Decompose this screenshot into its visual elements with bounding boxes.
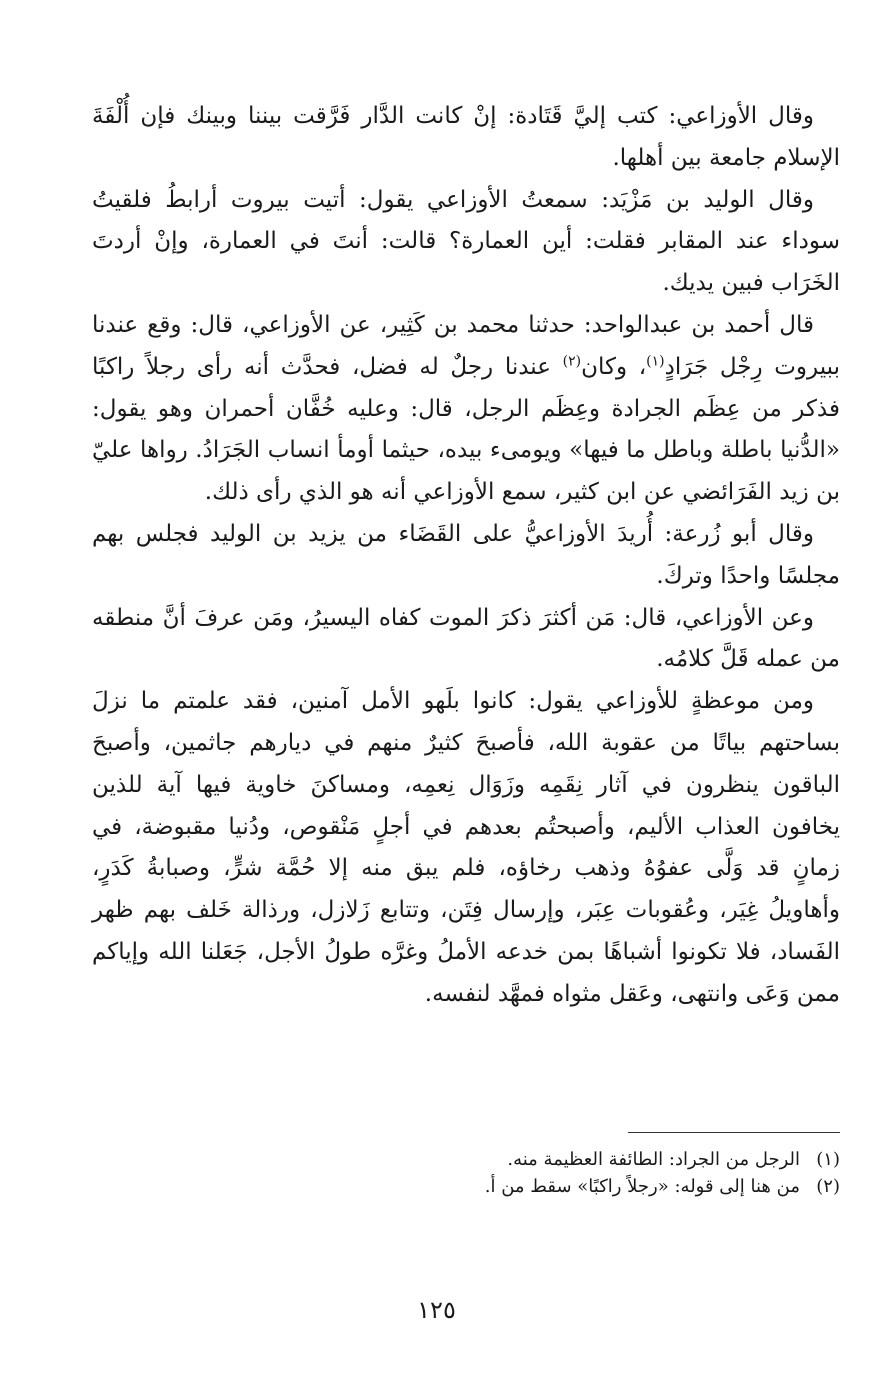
footnote-number: (٢) xyxy=(816,1176,840,1197)
paragraph-sermon: ومن موعظةٍ للأوزاعي يقول: كانوا بلَهو الأمل آمنين، فقد علمتم ما نزلَ بساحتهم بياتًا من عقوبة الله، فأصبحَ كثيرٌ منهم في ديارهم جاثمين، وأصبحَ الباقون ينظرون في آثار نِقَمِه وزَوَال نِعمِه، ومساكنَ خاوية فيها آية للذين يخافون العذاب الأليم، وأصبحتُم بعدهم في أجلٍ مَنْقوص، ودُنيا مقبوضة، في زمانٍ قد وَلَّى عفوُهُ وذهب رخاؤه، فلم يبق منه إلا حُمَّة شرٍّ، وصبابةُ كَدَرٍ، وأهاويلُ غِيَر، وعُقوبات عِبَر، وإرسال فِتَن، وتتابع زَلازل، ورذالة خَلف بهم ظهر الفَساد، فلا تكونوا أشباهًا بمن خدعه الأملُ وغرَّه طولُ الأجل، جَعَلنا الله وإياكم ممن وَعَى وانتهى، وعَقل مثواه فمهَّد لنفسه. xyxy=(92,688,840,1007)
paragraph-qatada: وقال الأوزاعي: كتب إليَّ قَتَادة: إنْ كانت الدَّار فَرَّقت بيننا وبينك فإن أُلْفَةَ الإسلام جامعة بين أهلها. xyxy=(92,103,840,171)
paragraph-abu-zura: وقال أبو زُرعة: أُريدَ الأوزاعيُّ على القَضَاء من يزيد بن الوليد فجلس بهم مجلسًا واحدًا وتركَ. xyxy=(92,520,840,589)
footnotes xyxy=(92,1146,840,1200)
footnote-ref-1: (١) xyxy=(646,353,665,370)
paragraph-locust-part2: ، وكان xyxy=(581,353,647,380)
footnote-ref-2: (٢) xyxy=(562,353,582,370)
footnote-number: (١) xyxy=(816,1149,840,1170)
paragraph-walid: وقال الوليد بن مَزْيَد: سمعتُ الأوزاعي يقول: أتيت بيروت أرابطُ فلقيتُ سوداء عند المقابر فقلت: أين العمارة؟ قالت: أنتَ في العمارة، وإنْ أردتَ الخَرَاب فبين يديك. xyxy=(92,186,840,297)
main-text xyxy=(92,96,840,1016)
footnote-text: الرجل من الجراد: الطائفة العظيمة منه. xyxy=(507,1149,800,1170)
paragraph-locust-part3: عندنا رجلٌ له فضل، فحدَّث أنه رأى رجلاً راكبًا فذكر من عِظَم الجرادة وعِظَم الرجل، قال: وعليه خُفَّان أحمران وهو يقول: «الدُّنيا باطلة وباطل ما فيها» ويومىء بيده، حيثما أومأ انساب الجَرَادُ. رواها عليّ بن زيد الفَرَائضي عن ابن كثير، سمع الأوزاعي أنه هو الذي رأى ذلك. xyxy=(92,353,840,506)
paragraph-death-remembrance: وعن الأوزاعي، قال: مَن أكثرَ ذكرَ الموت كفاه اليسيرُ، ومَن عرفَ أنَّ منطقه من عمله قَلَّ كلامُه. xyxy=(92,604,840,673)
footnote-2 xyxy=(92,1173,840,1200)
page-number: ١٢٥ xyxy=(417,1296,456,1324)
paragraph-locust-part1: قال أحمد بن عبدالواحد: حدثنا محمد بن كَثِير، عن الأوزاعي، قال: وقع عندنا ببيروت رِجْل جَرَادٍ xyxy=(92,311,840,380)
footnote-1 xyxy=(92,1146,840,1173)
footnote-separator xyxy=(628,1132,840,1133)
paragraph-locust xyxy=(92,305,840,514)
footnote-text: من هنا إلى قوله: «رجلاً راكبًا» سقط من أ. xyxy=(484,1176,800,1197)
